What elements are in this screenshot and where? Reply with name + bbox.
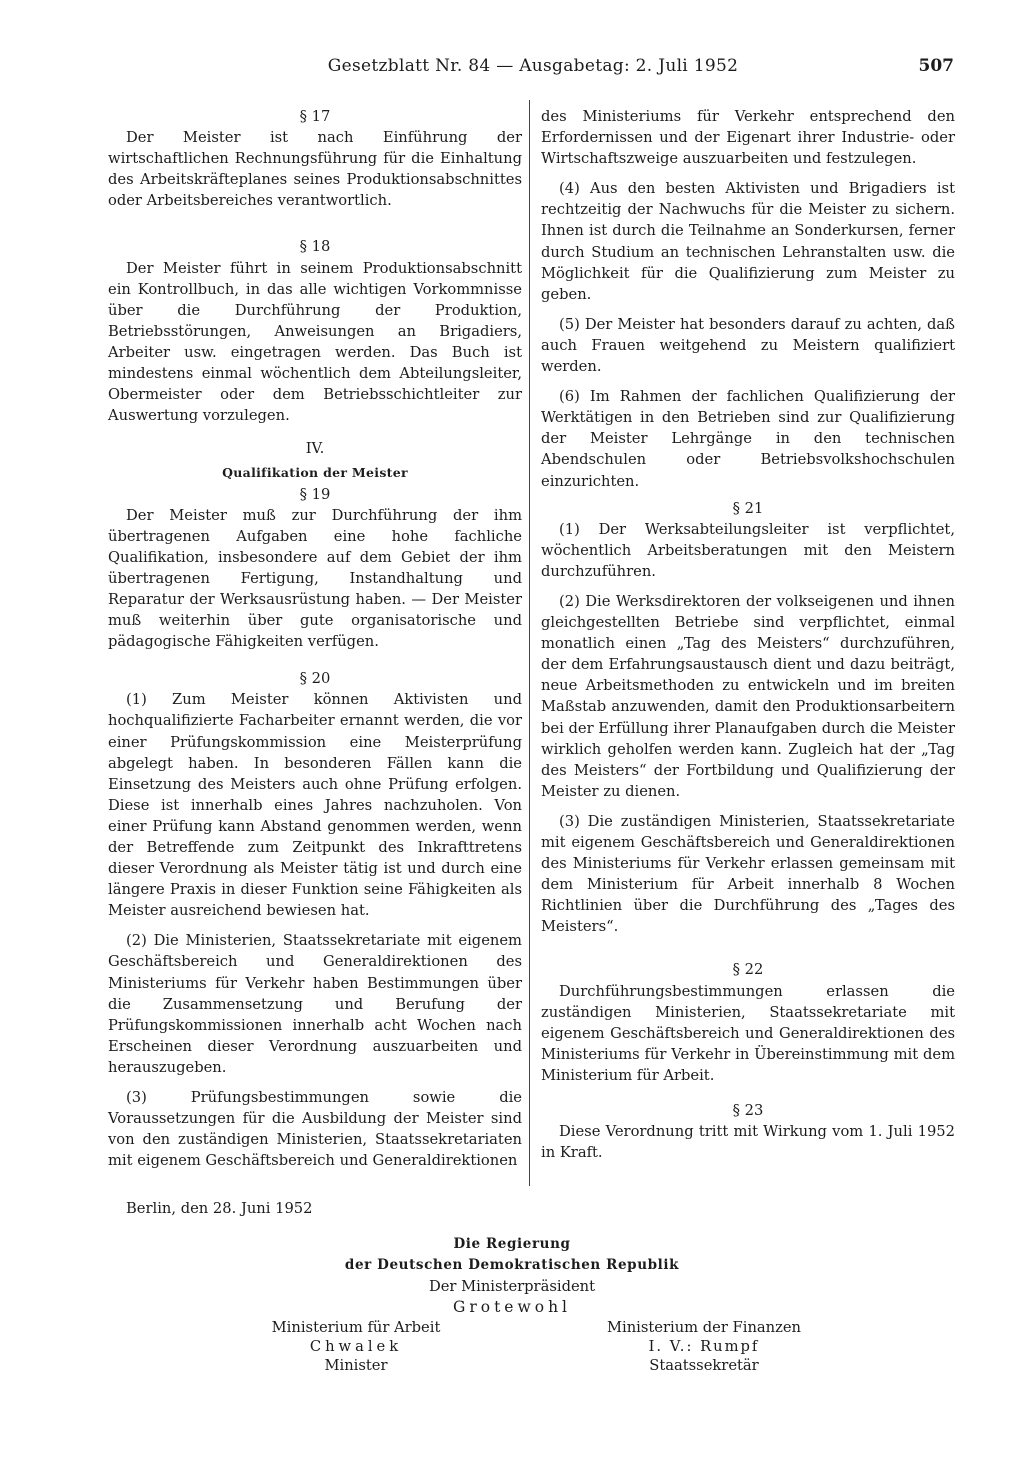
labour-minister-name: Chwalek <box>309 1338 403 1355</box>
section-22-heading: § 22 <box>732 961 764 979</box>
section-20-paragraph-2: (2) Die Ministerien, Staatssekretariate mit eigenem Geschäftsbereich und Generaldirektionen des Ministeriums für Verkehr haben Bestimmungen über die Zusammensetzung und Berufung der Prüfungskommissionen innerhalb acht Wochen nach Erscheinen dieser Verordnung auszuarbeiten und herauszugeben. <box>108 932 522 1076</box>
section-17-heading: § 17 <box>299 108 331 125</box>
finance-signatory-role: Staatssekretär <box>649 1357 759 1374</box>
labour-ministry-title: Ministerium für Arbeit <box>271 1319 441 1336</box>
place-and-date: Berlin, den 28. Juni 1952 <box>126 1200 313 1217</box>
finance-ministry-title: Ministerium der Finanzen <box>606 1319 802 1336</box>
government-signature-block <box>332 1234 692 1318</box>
right-column <box>541 106 955 1163</box>
part-title: Qualifikation der Meister <box>222 465 408 481</box>
labour-minister-role: Minister <box>324 1357 388 1374</box>
section-20-paragraph-3: (3) Prüfungsbestimmungen sowie die Voraussetzungen für die Ausbildung der Meister sind von den zuständigen Ministerien, Staatssekretariaten mit eigenem Geschäftsbereich und Generaldirektionen <box>108 1089 522 1170</box>
section-20-paragraph-1: (1) Zum Meister können Aktivisten und hochqualifizierte Facharbeiter ernannt werden, die vor einer Prüfungskommission eine Meisterprüfung abgelegt haben. In besonderen Fällen kann die Einsetzung des Meisters auch ohne Prüfung erfolgen. Diese ist innerhalb eines Jahres nachzuholen. Von einer Prüfung kann Abstand genommen werden, wenn der Betreffende zum Zeitpunkt des Inkrafttretens dieser Verordnung als Meister tätig ist und durch eine längere Praxis in dieser Funktion seine Fähigkeiten als Meister ausreichend bewiesen hat. <box>108 691 522 920</box>
section-20-paragraph-3-continued: des Ministeriums für Verkehr entsprechend den Erfordernissen und der Eigenart ihrer Industrie- oder Wirtschaftszweige auszuarbeiten und festzulegen. <box>541 108 955 168</box>
finance-ministry-signature <box>576 1318 832 1375</box>
left-column <box>108 106 522 1171</box>
section-21-heading: § 21 <box>732 499 764 517</box>
column-divider <box>529 100 530 1186</box>
government-line-1: Die Regierung <box>453 1236 571 1252</box>
section-18-heading: § 18 <box>299 238 331 256</box>
section-20-paragraph-6: (6) Im Rahmen der fachlichen Qualifizierung der Werktätigen in den Betrieben sind zur Qualifizierung der Meister Lehrgänge in den technischen Abendschulen oder Betriebsvolkshochschulen einzurichten. <box>541 388 955 490</box>
section-21-paragraph-2: (2) Die Werksdirektoren der volkseigenen und ihnen gleichgestellten Betriebe sind verpflichtet, einmal monatlich einen „Tag des Meisters“ durchzuführen, der dem Erfahrungsaustausch dient und dazu beiträgt, neue Arbeitsmethoden zu entwickeln und im breiten Maßstab anzuwenden, damit den Produktionsarbeitern bei der Erfüllung ihrer Planaufgaben durch die Meister wirklich geholfen werden kann. Zugleich hat der „Tag des Meisters“ der Fortbildung und Qualifizierung der Meister zu dienen. <box>541 592 955 800</box>
section-21-paragraph-1: (1) Der Werksabteilungsleiter ist verpflichtet, wöchentlich Arbeitsberatungen mit den Meistern durchzuführen. <box>541 520 955 580</box>
section-20-paragraph-5: (5) Der Meister hat besonders darauf zu achten, daß auch Frauen weitgehend zu Meistern qualifiziert werden. <box>541 315 955 376</box>
section-23-heading: § 23 <box>732 1102 764 1120</box>
section-19-heading: § 19 <box>299 485 331 503</box>
government-line-2: der Deutschen Demokratischen Republik <box>344 1257 680 1273</box>
section-19-text: Der Meister muß zur Durchführung der ihm übertragenen Aufgaben eine hohe fachliche Qualifikation, insbesondere auf dem Gebiet der ihm übertragenen Fertigung, Instandhaltung und Reparatur der Werksausrüstung haben. — Der Meister muß weiterhin über gute organisatorische und pädagogische Fähigkeiten verfügen. <box>108 506 522 651</box>
labour-ministry-signature <box>236 1318 476 1375</box>
prime-minister-name: Grotewohl <box>452 1298 572 1316</box>
section-23-text: Diese Verordnung tritt mit Wirkung vom 1. Juli 1952 in Kraft. <box>541 1123 955 1162</box>
section-20-heading: § 20 <box>299 670 331 688</box>
section-21-paragraph-3: (3) Die zuständigen Ministerien, Staatssekretariate mit eigenem Geschäftsbereich und Generaldirektionen des Ministeriums für Verkehr erlassen gemeinsam mit dem Ministerium für Arbeit innerhalb 8 Wochen Richtlinien über die Durchführung des „Tages des Meisters“. <box>541 812 955 936</box>
finance-signatory-name: I. V.: Rumpf <box>648 1338 760 1355</box>
government-line-3: Der Ministerpräsident <box>428 1278 596 1295</box>
page-header <box>108 50 958 90</box>
section-18-text: Der Meister führt in seinem Produktionsabschnitt ein Kontrollbuch, in das alle wichtigen Vorkommnisse über die Durchführung der Produktion, Betriebsstörungen, Anweisungen an Brigadiers, Arbeiter usw. eingetragen werden. Das Buch ist mindestens einmal wöchentlich dem Abteilungsleiter, Obermeister oder dem Betriebsschichtleiter zur Auswertung vorzulegen. <box>108 259 522 425</box>
section-22-text: Durchführungsbestimmungen erlassen die zuständigen Ministerien, Staatssekretariate mit eigenem Geschäftsbereich und Generaldirektionen des Ministeriums für Verkehr in Übereinstimmung mit dem Ministerium für Arbeit. <box>541 982 955 1084</box>
section-17-text: Der Meister ist nach Einführung der wirtschaftlichen Rechnungsführung für die Einhaltung des Arbeitskräfteplanes seines Produktionsabschnittes oder Arbeitsbereiches verantwortlich. <box>108 129 522 210</box>
header-title: Gesetzblatt Nr. 84 — Ausgabetag: 2. Juli 1952 <box>327 56 739 76</box>
part-number: IV. <box>305 440 325 458</box>
section-20-paragraph-4: (4) Aus den besten Aktivisten und Brigadiers ist rechtzeitig der Nachwuchs für die Meister zu sichern. Ihnen ist durch die Teilnahme an Sonderkursen, ferner durch Studium an technischen Lehranstalten usw. die Möglichkeit für die Qualifizierung zum Meister zu geben. <box>541 180 955 303</box>
page-number: 507 <box>918 56 954 76</box>
